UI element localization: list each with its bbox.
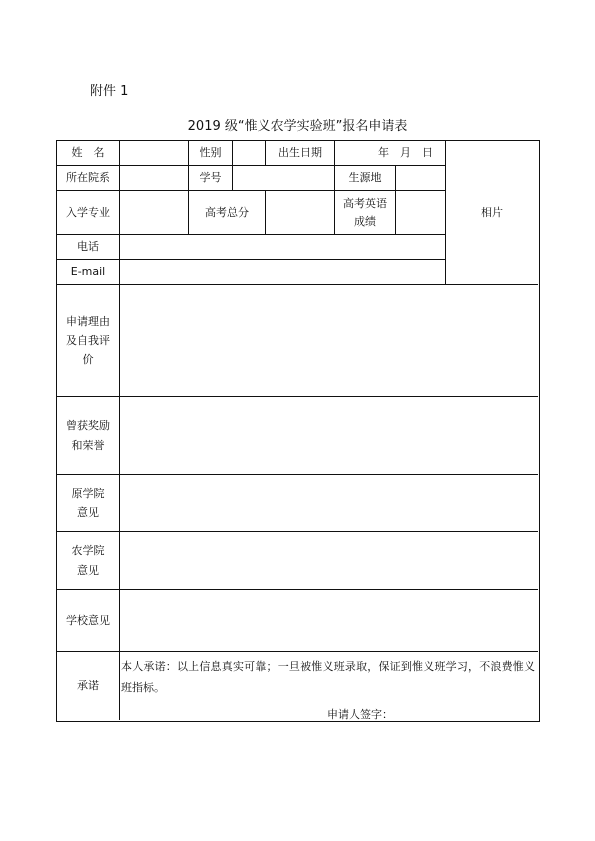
application-form-table (56, 140, 540, 722)
student-id-label: 学号 (199, 171, 222, 185)
name-label: 姓 名 (71, 146, 105, 160)
major-field[interactable] (120, 191, 188, 234)
agri-college-opinion-label: 农学院 意见 (71, 544, 105, 577)
orig-college-opinion-field[interactable] (120, 475, 538, 531)
promise-cell (57, 652, 538, 720)
school-opinion-field[interactable] (120, 590, 538, 651)
email-label: E-mail (70, 265, 106, 279)
email-field[interactable] (120, 260, 445, 284)
birth-date-field[interactable]: 年 月 日 (378, 146, 433, 160)
gender-label: 性别 (199, 146, 222, 160)
name-field[interactable] (120, 141, 188, 165)
gaokao-total-field[interactable] (266, 191, 334, 234)
birth-date-label: 出生日期 (278, 146, 322, 160)
origin-field[interactable] (396, 166, 445, 190)
college-label: 所在院系 (66, 171, 110, 185)
student-id-field[interactable] (233, 166, 334, 190)
form-title: 2019 级“惟义农学实验班”报名申请表 (187, 119, 408, 134)
origin-label: 生源地 (348, 171, 382, 185)
reason-field[interactable] (120, 285, 538, 396)
college-field[interactable] (120, 166, 188, 190)
phone-label: 电话 (77, 240, 99, 254)
awards-label: 曾获奖励 和荣誉 (66, 419, 110, 452)
gaokao-english-field[interactable] (396, 191, 445, 234)
school-opinion-label: 学校意见 (66, 613, 110, 627)
reason-label: 申请理由 及自我评 价 (66, 314, 110, 367)
photo-label: 相片 (481, 205, 503, 219)
major-label: 入学专业 (66, 205, 110, 219)
applicant-signature-label: 申请人签字： (327, 708, 393, 721)
photo-box[interactable] (446, 141, 538, 284)
awards-field[interactable] (120, 397, 538, 474)
orig-college-opinion-label: 原学院 意见 (71, 486, 105, 519)
promise-text: 本人承诺：以上信息真实可靠；一旦被惟义班录取，保证到惟义班学习，不浪费惟义班指标。 (121, 660, 535, 695)
promise-label: 承诺 (77, 679, 99, 693)
gaokao-total-label: 高考总分 (205, 205, 249, 219)
agri-college-opinion-field[interactable] (120, 532, 538, 589)
attachment-label: 附件 1 (90, 84, 129, 99)
phone-field[interactable] (120, 235, 445, 259)
gaokao-english-label: 高考英语 成绩 (343, 196, 387, 228)
gender-field[interactable] (233, 141, 265, 165)
